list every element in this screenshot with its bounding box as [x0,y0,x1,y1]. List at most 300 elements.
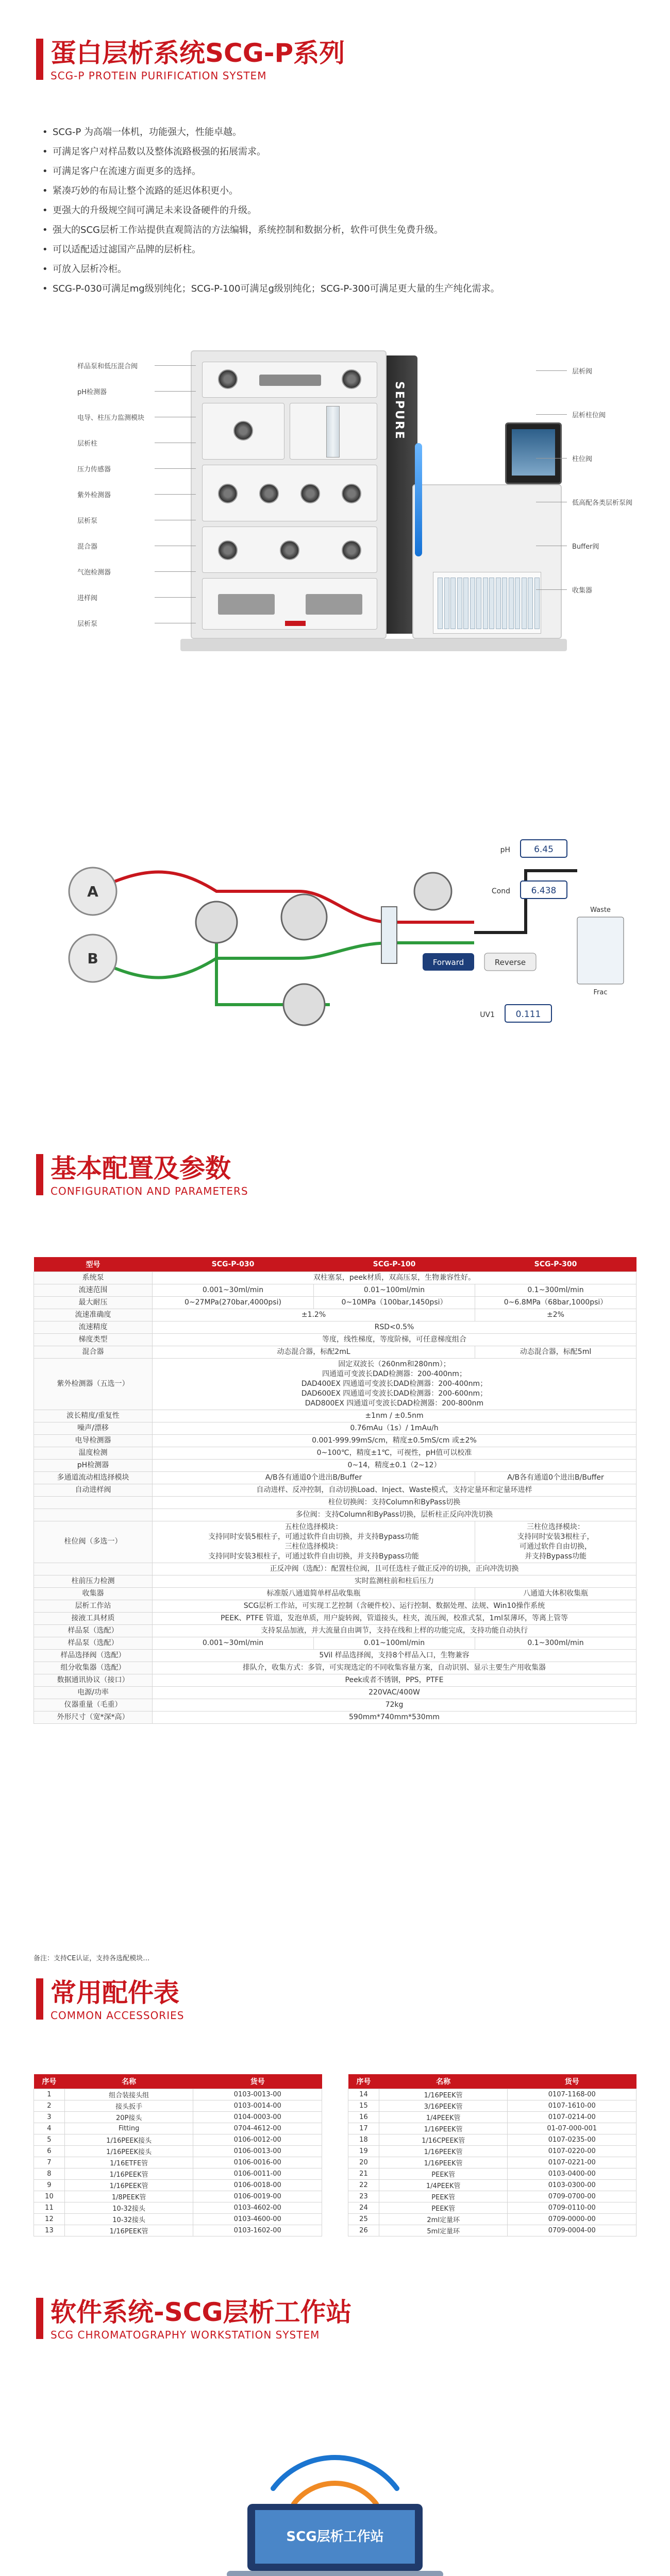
table-cell: 0709-0700-00 [508,2191,636,2202]
product-illustration [77,350,633,752]
bullet-item: • 可放入层析冷柜。 [41,260,639,279]
table-cell: PEEK、PTFE 管道，发泡单质，用户旋转阀，管道接头，柱夹，流压阀，校准式泵，1ml泵薄环，等离上管等 [153,1612,636,1624]
collection-tube [509,578,514,629]
table-cell: PEEK管 [379,2168,508,2179]
table-cell: Peek或者不锈钢，PPS，PTFE [153,1674,636,1686]
frac-label: Frac [593,989,608,996]
table-cell: 21 [348,2168,379,2179]
table-row [348,2191,636,2202]
software-monitor-illustration [186,2427,484,2576]
forward-label: Forward [432,958,464,967]
table-row [34,1284,636,1296]
bullet-item: • 可满足客户对样品数以及整体流路极强的拓展需求。 [41,142,639,162]
row-label: 流速范围 [34,1284,153,1296]
table-row [34,2191,322,2202]
annotation-left: 气泡检测器 [77,569,111,577]
table-cell: 5Vil 样品选择阀，支持8个样品入口，生物兼容 [153,1649,636,1662]
table-cell: 15 [348,2100,379,2111]
chromatography-column [326,406,340,457]
table-row [34,1333,636,1346]
fraction-rack-icon [577,917,624,984]
table-cell: 0103-4602-00 [193,2202,322,2213]
table-row [34,1447,636,1459]
table-cell: 组合装接头组 [64,2089,193,2100]
table-row [34,1637,636,1649]
table-cell: 0.1~300ml/min [475,1284,636,1296]
row-label: 柱前压力检测 [34,1575,153,1587]
pump-module [202,578,377,630]
waste-label: Waste [590,906,611,914]
table-row [34,2089,322,2100]
table-row [348,2179,636,2191]
annotation-left: 样品泵和低压混合阀 [77,363,138,370]
column-valve-icon [283,984,325,1025]
table-cell: 18 [348,2134,379,2145]
table-cell: 01-07-000-001 [508,2123,636,2134]
table-cell: 0.001~30ml/min [153,1284,314,1296]
annotation-leader [155,494,196,495]
table-cell: 1/16PEEK管 [64,2179,193,2191]
annotation-leader [155,365,196,366]
table-cell: ±2% [475,1309,636,1321]
table-cell: 0104-0003-00 [193,2111,322,2123]
table-cell: 0709-0110-00 [508,2202,636,2213]
row-label: 电源/功率 [34,1686,153,1699]
section1-title: 蛋白层析系统SCG-P系列 [51,38,345,68]
table-row [34,1624,636,1637]
table-cell: 590mm*740mm*530mm [153,1711,636,1723]
table-cell: ±1.2% [153,1309,475,1321]
bullet-item: • 紧凑巧妙的布局让整个流路的延迟体积更小。 [41,181,639,201]
annotation-leader [536,589,567,590]
table-cell: RSD<0.5% [153,1321,636,1333]
table-row [34,1410,636,1422]
table-cell: 1/16PEEK管 [64,2225,193,2236]
table-cell: 0103-1602-00 [193,2225,322,2236]
collection-tube [438,578,443,629]
table-cell: PEEK管 [379,2191,508,2202]
top-module [202,362,377,398]
table-row [34,2225,322,2236]
table-cell: 0103-0014-00 [193,2100,322,2111]
collection-tube [534,578,540,629]
table-row [34,1296,636,1309]
row-label: 流速准确度 [34,1309,153,1321]
section1-header [36,39,345,82]
valve-knob [342,540,361,560]
accent-bar [36,1978,43,2020]
table-header: SCG-P-300 [475,1257,636,1272]
table-cell: 5ml定量环 [379,2225,508,2236]
table-cell: 0103-0400-00 [508,2168,636,2179]
status-light-bar [415,443,422,556]
section1-bullets [41,123,639,299]
table-header: 货号 [508,2074,636,2089]
table-header: 名称 [64,2074,193,2089]
table-row [34,2123,322,2134]
collection-tube [463,578,468,629]
row-label: 紫外检测器（五选一） [34,1358,153,1410]
table-row [348,2145,636,2157]
table-row [348,2134,636,2145]
table-cell: 17 [348,2123,379,2134]
table-cell: A/B各有通道0个进出B/Buffer [153,1471,475,1484]
table-cell: 8 [34,2168,65,2179]
pump-head [306,594,362,615]
valve-knob [218,540,238,560]
table-cell: 1/8PEEK管 [64,2191,193,2202]
ph-probe [233,421,253,440]
table-cell: PEEK管 [379,2202,508,2213]
table-cell: SCG层析工作站，可实现工艺控制（含硬件校）、运行控制、数据处理、法规、Win10操作系统 [153,1600,636,1612]
table-row [34,1587,636,1600]
annotation-leader [155,468,196,469]
table-header: SCG-P-100 [314,1257,475,1272]
table-cell: 多位阀：支持Column和ByPass切换，层析柱正反向冲洗切换 [153,1509,636,1521]
table-cell: 0107-0220-00 [508,2145,636,2157]
row-label: 仪器重量（毛重） [34,1699,153,1711]
table-cell: 固定双波长（260nm和280nm）； 四通道可变波长DAD检测器：200-400nm； DAD400EX 四通道可变波长DAD检测器：200-400nm； DAD600EX 四通道可变波长DAD检测器：200-600nm； DAD800EX 四通道可变波长DAD检测器：200-800nm [153,1358,636,1410]
table-cell: 2 [34,2100,65,2111]
table-row [348,2100,636,2111]
table-header: SCG-P-030 [153,1257,314,1272]
row-label: 流速精度 [34,1321,153,1333]
table-row [348,2168,636,2179]
ph-label: pH [500,846,510,854]
table-cell: 25 [348,2213,379,2225]
table-row [348,2123,636,2134]
table-row [348,2202,636,2213]
table-row [34,1600,636,1612]
table-cell: 24 [348,2202,379,2213]
section2-subtitle: CONFIGURATION AND PARAMETERS [51,1185,248,1197]
row-label: 系统泵 [34,1272,153,1284]
collection-tube [502,578,507,629]
table-cell: 6 [34,2145,65,2157]
table-row [34,2145,322,2157]
inject-valve-icon [281,894,327,940]
table-cell: 9 [34,2179,65,2191]
table-cell: 0107-1610-00 [508,2100,636,2111]
table-cell: 标准版八通道简单样品收集瓶 [153,1587,475,1600]
pump-a-label: A [87,883,98,900]
table-cell: 动态混合器，标配2mL [153,1346,475,1358]
collection-tube [528,578,533,629]
table-cell: 0107-0214-00 [508,2111,636,2123]
table-cell: 13 [34,2225,65,2236]
annotation-left: 层析泵 [77,517,98,525]
table-row [34,1674,636,1686]
pump-head [218,594,275,615]
row-label: 数据通讯协议（接口） [34,1674,153,1686]
table-row [348,2111,636,2123]
table-cell: 自动进样、反冲控制，自动切换Load、Inject、Waste模式，支持定量环和定量环进样 [153,1484,636,1496]
annotation-left: 层析柱 [77,440,98,448]
table-cell: 0.001-999.99mS/cm，精度±0.5mS/cm 或±2% [153,1434,636,1447]
table-cell: 2ml定量环 [379,2213,508,2225]
valve-knob [218,484,238,503]
table-row [34,1459,636,1471]
table-cell: 0106-0019-00 [193,2191,322,2202]
annotation-right: Buffer阀 [572,543,599,551]
table-row [34,1346,636,1358]
ph-module [202,403,284,460]
table-cell: 20P接头 [64,2111,193,2123]
table-cell: 7 [34,2157,65,2168]
table-cell: 1/16PEEK管 [379,2089,508,2100]
table-row [34,2134,322,2145]
tube-rack [433,572,541,634]
table-row [34,1272,636,1284]
row-label: 温度检测 [34,1447,153,1459]
table-cell: 10 [34,2191,65,2202]
table-cell: 1/16PEEK接头 [64,2134,193,2145]
row-label: 自动进样阀 [34,1484,153,1496]
table-row [348,2157,636,2168]
table-cell: 0107-0221-00 [508,2157,636,2168]
table-row [34,1686,636,1699]
row-label [34,1496,153,1509]
table-note: 备注：支持CE认证，支持各选配模块… [34,1955,150,1962]
table-cell: 20 [348,2157,379,2168]
row-label: 噪声/漂移 [34,1422,153,1434]
system-cabinet [191,350,387,639]
table-row [34,2157,322,2168]
annotation-right: 层析柱位阀 [572,412,606,419]
table-row [34,2168,322,2179]
readout-cond-value: 6.438 [531,886,557,896]
row-label: 多通道流动相选择模块 [34,1471,153,1484]
section3-subtitle: COMMON ACCESSORIES [51,2009,185,2022]
bullet-item: • 可以适配适过滤国产品牌的层析柱。 [41,240,639,260]
table-cell: 220VAC/400W [153,1686,636,1699]
table-cell: 0704-4612-00 [193,2123,322,2134]
table-cell: A/B各有通道0个进出B/Buffer [475,1471,636,1484]
table-row [34,1662,636,1674]
collection-tube [450,578,456,629]
row-label [34,1509,153,1521]
bullet-item: • 强大的SCG层析工作站提供直观简洁的方法编辑，系统控制和数据分析，软件可供生免费升级。 [41,221,639,240]
section1-subtitle: SCG-P PROTEIN PURIFICATION SYSTEM [51,70,267,82]
readout-ph-value: 6.45 [534,844,554,855]
table-row [34,1484,636,1496]
collection-tube [496,578,501,629]
bullet-item: • 可满足客户在流速方面更多的选择。 [41,162,639,181]
table-row [34,2213,322,2225]
valve-knob [342,369,361,389]
table-row [34,1422,636,1434]
table-cell: 0~6.8MPa（68bar,1000psi） [475,1296,636,1309]
desk [227,2571,443,2576]
row-label: 最大耐压 [34,1296,153,1309]
config-table [34,1257,636,1724]
annotation-left: 混合器 [77,543,98,551]
monitor-text: SCG层析工作站 [286,2529,384,2545]
table-row [34,1563,636,1575]
row-label: 层析工作站 [34,1600,153,1612]
valve-knob [259,484,279,503]
table-cell: 12 [34,2213,65,2225]
table-cell: 0107-0235-00 [508,2134,636,2145]
section4-subtitle: SCG CHROMATOGRAPHY WORKSTATION SYSTEM [51,2329,320,2341]
table-cell: 1/16CPEEK管 [379,2134,508,2145]
annotation-left: 压力传感器 [77,466,111,473]
row-label: 梯度类型 [34,1333,153,1346]
table-cell: 0~14，精度±0.1（2~12） [153,1459,636,1471]
table-row [348,2213,636,2225]
table-row [34,1358,636,1410]
table-cell: 0103-0300-00 [508,2179,636,2191]
table-row [34,2202,322,2213]
table-cell: 16 [348,2111,379,2123]
table-header: 型号 [34,1257,153,1272]
section2-header [36,1154,248,1197]
table-row [34,1496,636,1509]
table-row [34,1711,636,1723]
table-cell: 五柱位选择模块： 支持同时安装5根柱子，可通过软件自由切换，并支持Bypass功能 三柱位选择模块： 支持同时安装3根柱子，可通过软件自由切换，并支持Bypass功能 [153,1521,475,1563]
table-cell: 19 [348,2145,379,2157]
valve-module [202,465,377,521]
table-cell: 11 [34,2202,65,2213]
accessories-table-right [348,2074,636,2236]
bullet-item: • SCG-P 为高端一体机，功能强大，性能卓越。 [41,123,639,142]
table-cell: 双柱塞泵，peek材质，双高压泵，生物兼容性好。 [153,1272,636,1284]
column-module [290,403,377,460]
table-cell: 1/4PEEK管 [379,2179,508,2191]
table-cell: 0.01~100ml/min [314,1284,475,1296]
table-row [34,1321,636,1333]
table-cell: 支持泵品加液，并大流量自由调节，支持在线和上样的功能完成，支持功能自动执行 [153,1624,636,1637]
table-cell: 1/16PEEK管 [379,2123,508,2134]
table-row [34,1434,636,1447]
annotation-leader [536,370,567,371]
table-cell: 5 [34,2134,65,2145]
table-header: 序号 [34,2074,65,2089]
table-row [34,1471,636,1484]
table-row [34,2100,322,2111]
uv-label: UV1 [480,1011,495,1019]
row-label: 混合器 [34,1346,153,1358]
row-label [34,1563,153,1575]
accent-bar [36,2298,43,2339]
table-cell: 三柱位选择模块： 支持同时安装3根柱子， 可通过软件自由切换， 并支持Bypass功能 [475,1521,636,1563]
section4-title: 软件系统-SCG层析工作站 [51,2297,352,2327]
annotation-leader [155,571,196,572]
annotation-left: 进样阀 [77,595,98,602]
annotation-left: 紫外检测器 [77,492,111,499]
table-cell: 1/16ETFE管 [64,2157,193,2168]
table-cell: 接头扳手 [64,2100,193,2111]
table-cell: 排队介，收集方式：多管，可实现选定的不同收集容量方案，自动识别、显示主要生产用收集器 [153,1662,636,1674]
collection-tube [470,578,475,629]
bullet-item: • SCG-P-030可满足mg级别纯化；SCG-P-100可满足g级别纯化；SCG-P-300可满足更大量的生产纯化需求。 [41,279,639,299]
row-label: 收集器 [34,1587,153,1600]
table-cell: 0107-1168-00 [508,2089,636,2100]
brand-logo: SEPURE [393,381,406,440]
table-cell: 23 [348,2191,379,2202]
annotation-right: 柱位阀 [572,455,593,463]
table-row [34,1521,636,1563]
readout-uv-value: 0.111 [515,1009,541,1020]
table-cell: 0709-0000-00 [508,2213,636,2225]
row-label: 样品泵（选配） [34,1637,153,1649]
collection-tube [489,578,494,629]
collection-tube [476,578,481,629]
table-cell: ±1nm / ±0.5nm [153,1410,636,1422]
table-cell: 0103-4600-00 [193,2213,322,2225]
row-label: 外形尺寸（宽*深*高） [34,1711,153,1723]
table-row [348,2089,636,2100]
table-row [34,1309,636,1321]
table-header: 名称 [379,2074,508,2089]
table-row [34,1699,636,1711]
table-cell: 动态混合器，标配5ml [475,1346,636,1358]
accent-bar [36,39,43,80]
table-cell: 八通道大体积收集瓶 [475,1587,636,1600]
mixer-icon [196,902,237,943]
flow-path-green [93,943,474,978]
table-cell: 0~27MPa(270bar,4000psi) [153,1296,314,1309]
pump-head [259,375,321,386]
brand-badge [285,621,306,626]
row-label: 样品泵（选配） [34,1624,153,1637]
section4-header [36,2298,352,2341]
section3-header [36,1978,184,2022]
column-icon [381,907,397,963]
section3-title: 常用配件表 [51,1978,179,2008]
table-cell: 10-32接头 [64,2202,193,2213]
pump-b-label: B [87,950,98,967]
detector-module [202,527,377,573]
table-row [34,1649,636,1662]
table-cell: 4 [34,2123,65,2134]
valve-knob [300,484,320,503]
table-cell: 3/16PEEK管 [379,2100,508,2111]
table-cell: 1/16PEEK管 [379,2157,508,2168]
table-cell: 0709-0004-00 [508,2225,636,2236]
table-cell: 72kg [153,1699,636,1711]
table-cell: 实时监测柱前和柱后压力 [153,1575,636,1587]
accessories-table-left [34,2074,322,2236]
accent-bar [36,1154,43,1195]
valve-knob [218,369,238,389]
table-cell: 1/16PEEK接头 [64,2145,193,2157]
row-label: 样品选择阀（选配） [34,1649,153,1662]
collection-tube [457,578,462,629]
table-cell: 1/16PEEK管 [379,2145,508,2157]
table-cell: 0106-0018-00 [193,2179,322,2191]
table-cell: 10-32接头 [64,2213,193,2225]
cond-label: Cond [491,887,510,895]
annotation-leader [155,597,196,598]
table-cell: 正反冲阀（选配）：配置柱位阀，且可任选柱子做正反冲的切换，正向冲洗切换 [153,1563,636,1575]
table-cell: 14 [348,2089,379,2100]
annotation-leader [536,414,567,415]
bullet-item: • 更强大的升级规空间可满足未来设备硬件的升级。 [41,201,639,221]
annotation-leader [155,391,196,392]
table-cell: 柱位切换阀：支持Column和ByPass切换 [153,1496,636,1509]
table-cell: 3 [34,2111,65,2123]
table-cell: 0106-0013-00 [193,2145,322,2157]
annotation-right: 收集器 [572,587,593,595]
collection-tube [444,578,449,629]
row-label: pH检测器 [34,1459,153,1471]
flow-path-out [474,871,577,933]
table-cell: Fitting [64,2123,193,2134]
table-cell: 0~100℃，精度±1℃，可视性，pH值可以校准 [153,1447,636,1459]
touch-screen [505,422,562,484]
row-label: 电导检测器 [34,1434,153,1447]
